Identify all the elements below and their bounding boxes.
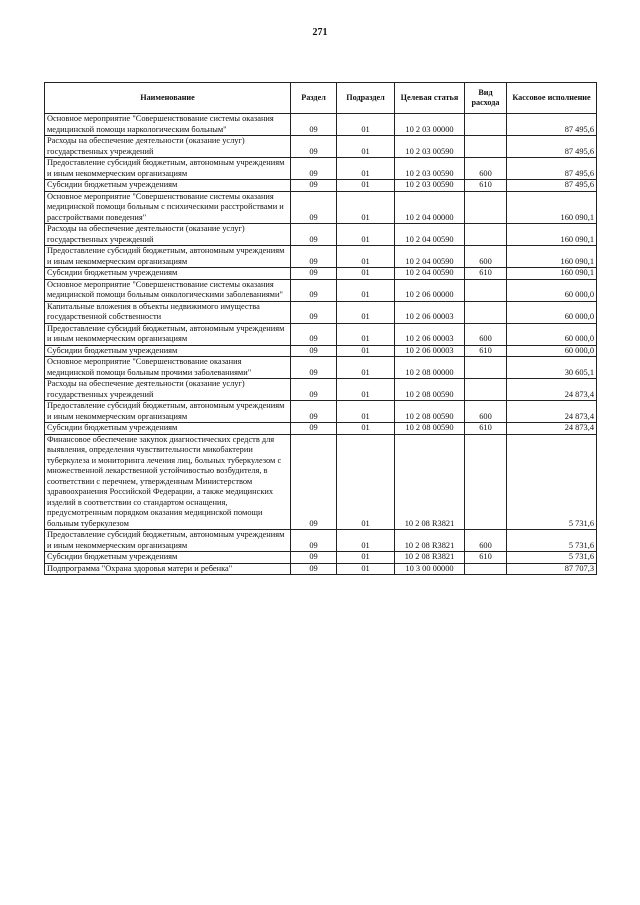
row-amount: 87 707,3 — [507, 563, 597, 575]
row-podrazdel: 01 — [337, 434, 395, 530]
row-statya: 10 2 08 00590 — [395, 423, 465, 435]
row-statya: 10 2 08 00590 — [395, 379, 465, 401]
row-vid: 610 — [465, 423, 507, 435]
row-razdel: 09 — [291, 563, 337, 575]
row-razdel: 09 — [291, 345, 337, 357]
row-podrazdel: 01 — [337, 224, 395, 246]
row-razdel: 09 — [291, 114, 337, 136]
row-vid: 600 — [465, 158, 507, 180]
row-vid — [465, 563, 507, 575]
row-razdel: 09 — [291, 180, 337, 192]
row-vid — [465, 114, 507, 136]
row-name: Предоставление субсидий бюджетным, автономным учреждениям и иным некоммерческим организациям — [45, 530, 291, 552]
row-razdel: 09 — [291, 279, 337, 301]
row-podrazdel: 01 — [337, 552, 395, 564]
table-row — [45, 136, 597, 158]
row-amount: 87 495,6 — [507, 136, 597, 158]
row-amount: 60 000,0 — [507, 279, 597, 301]
row-statya: 10 3 00 00000 — [395, 563, 465, 575]
row-statya: 10 2 03 00590 — [395, 180, 465, 192]
row-name: Расходы на обеспечение деятельности (оказание услуг) государственных учреждений — [45, 379, 291, 401]
row-amount: 60 000,0 — [507, 345, 597, 357]
row-amount: 87 495,6 — [507, 180, 597, 192]
row-name: Субсидии бюджетным учреждениям — [45, 552, 291, 564]
column-header-razdel: Раздел — [291, 83, 337, 114]
table-row — [45, 379, 597, 401]
row-amount: 60 000,0 — [507, 323, 597, 345]
row-statya: 10 2 06 00003 — [395, 345, 465, 357]
row-podrazdel: 01 — [337, 379, 395, 401]
row-name: Основное мероприятие "Совершенствование оказания медицинской помощи больным прочими заболеваниями" — [45, 357, 291, 379]
row-vid — [465, 224, 507, 246]
row-statya: 10 2 08 R3821 — [395, 530, 465, 552]
row-statya: 10 2 04 00590 — [395, 268, 465, 280]
row-name: Предоставление субсидий бюджетным, автономным учреждениям и иным некоммерческим организациям — [45, 158, 291, 180]
row-razdel: 09 — [291, 224, 337, 246]
row-amount: 24 873,4 — [507, 401, 597, 423]
row-statya: 10 2 03 00000 — [395, 114, 465, 136]
page-number: 271 — [312, 27, 328, 38]
row-amount: 160 090,1 — [507, 224, 597, 246]
row-amount: 24 873,4 — [507, 379, 597, 401]
row-razdel: 09 — [291, 323, 337, 345]
row-name: Основное мероприятие "Совершенствование системы оказания медицинской помощи наркологическим больным" — [45, 114, 291, 136]
row-vid: 610 — [465, 180, 507, 192]
row-razdel: 09 — [291, 423, 337, 435]
row-podrazdel: 01 — [337, 563, 395, 575]
row-name: Расходы на обеспечение деятельности (оказание услуг) государственных учреждений — [45, 136, 291, 158]
row-razdel: 09 — [291, 136, 337, 158]
row-statya: 10 2 06 00000 — [395, 279, 465, 301]
row-amount: 160 090,1 — [507, 268, 597, 280]
row-name: Подпрограмма "Охрана здоровья матери и ребенка" — [45, 563, 291, 575]
row-statya: 10 2 06 00003 — [395, 301, 465, 323]
table-row — [45, 530, 597, 552]
row-name: Предоставление субсидий бюджетным, автономным учреждениям и иным некоммерческим организациям — [45, 246, 291, 268]
row-vid — [465, 191, 507, 224]
row-podrazdel: 01 — [337, 246, 395, 268]
column-header-name: Наименование — [45, 83, 291, 114]
column-header-podrazdel: Подраздел — [337, 83, 395, 114]
row-amount: 160 090,1 — [507, 246, 597, 268]
row-vid: 610 — [465, 268, 507, 280]
row-podrazdel: 01 — [337, 423, 395, 435]
row-vid: 600 — [465, 323, 507, 345]
row-vid — [465, 279, 507, 301]
row-name: Предоставление субсидий бюджетным, автономным учреждениям и иным некоммерческим организациям — [45, 401, 291, 423]
table-row — [45, 552, 597, 564]
row-vid: 600 — [465, 530, 507, 552]
row-amount: 160 090,1 — [507, 191, 597, 224]
row-name: Капитальные вложения в объекты недвижимого имущества государственной собственности — [45, 301, 291, 323]
row-vid: 610 — [465, 552, 507, 564]
table-row — [45, 158, 597, 180]
row-razdel: 09 — [291, 158, 337, 180]
row-razdel: 09 — [291, 379, 337, 401]
row-razdel: 09 — [291, 434, 337, 530]
row-statya: 10 2 06 00003 — [395, 323, 465, 345]
row-amount: 30 605,1 — [507, 357, 597, 379]
row-statya: 10 2 08 00000 — [395, 357, 465, 379]
row-podrazdel: 01 — [337, 323, 395, 345]
row-podrazdel: 01 — [337, 136, 395, 158]
row-amount: 24 873,4 — [507, 423, 597, 435]
row-podrazdel: 01 — [337, 191, 395, 224]
row-name: Основное мероприятие "Совершенствование системы оказания медицинской помощи больным с психическими расстройствами и расстройствами поведения" — [45, 191, 291, 224]
row-vid: 600 — [465, 246, 507, 268]
row-statya: 10 2 08 R3821 — [395, 552, 465, 564]
row-podrazdel: 01 — [337, 401, 395, 423]
row-podrazdel: 01 — [337, 301, 395, 323]
row-name: Предоставление субсидий бюджетным, автономным учреждениям и иным некоммерческим организациям — [45, 323, 291, 345]
row-vid: 610 — [465, 345, 507, 357]
table-header-row — [45, 83, 597, 114]
row-name: Субсидии бюджетным учреждениям — [45, 268, 291, 280]
row-amount: 87 495,6 — [507, 158, 597, 180]
row-podrazdel: 01 — [337, 279, 395, 301]
row-podrazdel: 01 — [337, 357, 395, 379]
column-header-vid: Вид расхода — [465, 83, 507, 114]
row-podrazdel: 01 — [337, 114, 395, 136]
row-vid: 600 — [465, 401, 507, 423]
table-row — [45, 301, 597, 323]
table-row — [45, 180, 597, 192]
table-row — [45, 279, 597, 301]
budget-table — [44, 82, 597, 575]
row-name: Основное мероприятие "Совершенствование системы оказания медицинской помощи больным онкологическими заболеваниями" — [45, 279, 291, 301]
table-row — [45, 345, 597, 357]
table-row — [45, 434, 597, 530]
row-razdel: 09 — [291, 191, 337, 224]
row-vid — [465, 301, 507, 323]
row-podrazdel: 01 — [337, 268, 395, 280]
row-vid — [465, 357, 507, 379]
row-podrazdel: 01 — [337, 530, 395, 552]
row-amount: 5 731,6 — [507, 552, 597, 564]
row-amount: 5 731,6 — [507, 530, 597, 552]
table-row — [45, 563, 597, 575]
row-statya: 10 2 03 00590 — [395, 158, 465, 180]
table-row — [45, 268, 597, 280]
row-amount: 87 495,6 — [507, 114, 597, 136]
row-amount: 5 731,6 — [507, 434, 597, 530]
row-podrazdel: 01 — [337, 345, 395, 357]
table-row — [45, 224, 597, 246]
row-razdel: 09 — [291, 246, 337, 268]
row-razdel: 09 — [291, 552, 337, 564]
column-header-statya: Целевая статья — [395, 83, 465, 114]
row-podrazdel: 01 — [337, 180, 395, 192]
row-razdel: 09 — [291, 357, 337, 379]
row-statya: 10 2 08 00590 — [395, 401, 465, 423]
row-statya: 10 2 08 R3821 — [395, 434, 465, 530]
table-row — [45, 323, 597, 345]
row-name: Субсидии бюджетным учреждениям — [45, 180, 291, 192]
row-statya: 10 2 04 00590 — [395, 246, 465, 268]
row-razdel: 09 — [291, 530, 337, 552]
table-row — [45, 114, 597, 136]
row-razdel: 09 — [291, 301, 337, 323]
row-name: Субсидии бюджетным учреждениям — [45, 345, 291, 357]
table-row — [45, 401, 597, 423]
row-vid — [465, 136, 507, 158]
row-amount: 60 000,0 — [507, 301, 597, 323]
row-podrazdel: 01 — [337, 158, 395, 180]
row-vid — [465, 434, 507, 530]
row-vid — [465, 379, 507, 401]
row-statya: 10 2 04 00000 — [395, 191, 465, 224]
row-name: Расходы на обеспечение деятельности (оказание услуг) государственных учреждений — [45, 224, 291, 246]
row-name: Финансовое обеспечение закупок диагностических средств для выявления, определения чувствительности микобактерии туберкулеза и мониторинга лечения лиц, больных туберкулезом с множественной лекарственной устойчивостью возбудителя, в соответствии с перечнем, утвержденным Министерством здравоохранения Российской Федерации, а также медицинских изделий в соответствии со стандартом оснащения, предусмотренным порядком оказания медицинской помощи больным туберкулезом — [45, 434, 291, 530]
row-name: Субсидии бюджетным учреждениям — [45, 423, 291, 435]
row-statya: 10 2 03 00590 — [395, 136, 465, 158]
table-row — [45, 246, 597, 268]
row-razdel: 09 — [291, 401, 337, 423]
table-row — [45, 423, 597, 435]
table-row — [45, 357, 597, 379]
table-row — [45, 191, 597, 224]
column-header-amount: Кассовое исполнение — [507, 83, 597, 114]
row-statya: 10 2 04 00590 — [395, 224, 465, 246]
row-razdel: 09 — [291, 268, 337, 280]
